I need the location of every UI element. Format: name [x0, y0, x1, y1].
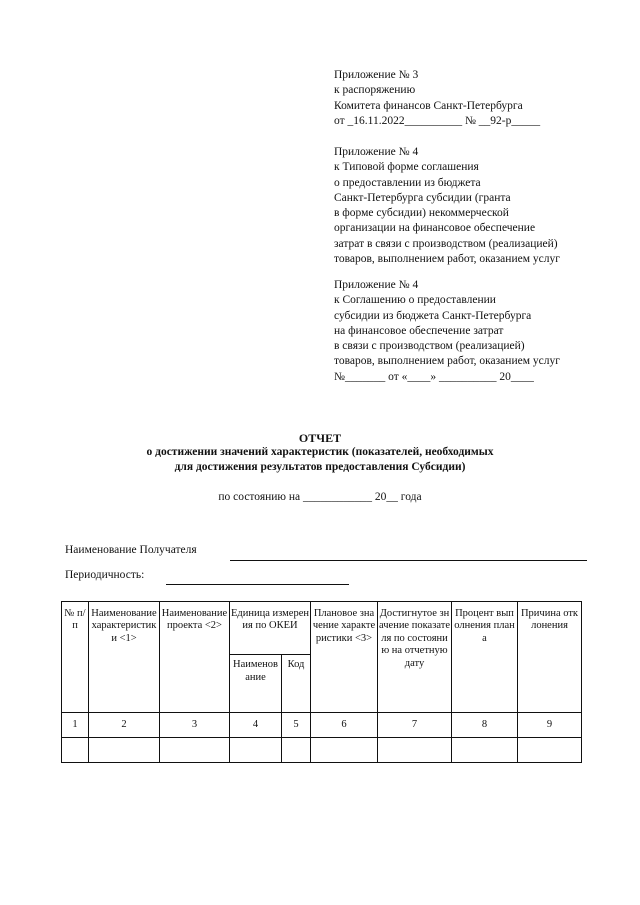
table-cell[interactable] [378, 738, 452, 763]
appendix-block-3 [334, 68, 540, 129]
appendix-line: на финансовое обеспечение затрат [334, 324, 504, 337]
appendix-line: о предоставлении из бюджета [334, 176, 481, 189]
appendix-line: Приложение № 4 [334, 279, 419, 291]
report-title: ОТЧЕТ [298, 431, 342, 445]
header-deviation-reason: Причина отклонения [518, 602, 582, 713]
appendix-block-typical-form [334, 145, 560, 267]
table-cell[interactable] [518, 738, 582, 763]
column-number: 7 [378, 713, 452, 738]
header-planned-value: Плановое значение характеристики <3> [311, 602, 378, 713]
column-number: 4 [230, 713, 282, 738]
appendix-line: в связи с производством (реализацией) [334, 340, 525, 353]
header-achieved-value: Достигнутое значение показателя по состоянию на отчетную дату [378, 602, 452, 713]
header-project-name: Наименование проекта <2> [160, 602, 230, 713]
column-number: 9 [518, 713, 582, 738]
header-percent-completion: Процент выполнения плана [452, 602, 518, 713]
appendix-line: к распоряжению [334, 84, 416, 97]
table-cell[interactable] [160, 738, 230, 763]
table-cell[interactable] [62, 738, 89, 763]
table-cell[interactable] [311, 738, 378, 763]
appendix-line: №_______ от «____» __________ 20____ [334, 370, 534, 383]
appendix-line: в форме субсидии) некоммерческой [334, 207, 509, 220]
appendix-line: затрат в связи с производством (реализацией) [334, 237, 558, 250]
appendix-line: товаров, выполнением работ, оказанием услуг [334, 253, 560, 266]
appendix-line: организации на финансовое обеспечение [334, 222, 536, 235]
column-number: 5 [282, 713, 311, 738]
report-subtitle: о достижении значений характеристик (показателей, необходимых [146, 446, 494, 458]
header-unit-group: Единица измерения по ОКЕИ [230, 602, 311, 655]
report-subtitle: для достижения результатов предоставления Субсидии) [174, 461, 466, 473]
recipient-field-line[interactable] [230, 560, 587, 561]
report-date-line: по состоянию на ____________ 20__ года [218, 491, 422, 503]
appendix-line: к Типовой форме соглашения [334, 161, 479, 174]
appendix-line: товаров, выполнением работ, оказанием услуг [334, 355, 560, 368]
periodicity-field-line[interactable] [166, 584, 349, 585]
appendix-block-agreement [334, 278, 560, 385]
header-characteristic-name: Наименование характеристики <1> [89, 602, 160, 713]
header-num: № п/п [62, 602, 89, 713]
column-number: 6 [311, 713, 378, 738]
periodicity-label: Периодичность: [65, 569, 145, 581]
appendix-line: Приложение № 4 [334, 146, 419, 158]
column-number: 1 [62, 713, 89, 738]
table-cell[interactable] [230, 738, 282, 763]
appendix-line: Комитета финансов Санкт-Петербурга [334, 99, 523, 112]
appendix-line: Санкт-Петербурга субсидии (гранта [334, 191, 511, 204]
table-cell[interactable] [282, 738, 311, 763]
column-number: 3 [160, 713, 230, 738]
table-cell[interactable] [89, 738, 160, 763]
table-cell[interactable] [452, 738, 518, 763]
appendix-line: от _16.11.2022__________ № __92-р_____ [334, 114, 541, 127]
column-number: 2 [89, 713, 160, 738]
recipient-label: Наименование Получателя [65, 544, 197, 556]
report-table [61, 601, 582, 763]
appendix-line: субсидии из бюджета Санкт-Петербурга [334, 309, 532, 322]
appendix-line: к Соглашению о предоставлении [334, 294, 496, 307]
appendix-line: Приложение № 3 [334, 69, 419, 81]
header-unit-name: Наименование [230, 655, 282, 713]
column-number: 8 [452, 713, 518, 738]
header-unit-code: Код [282, 655, 311, 713]
